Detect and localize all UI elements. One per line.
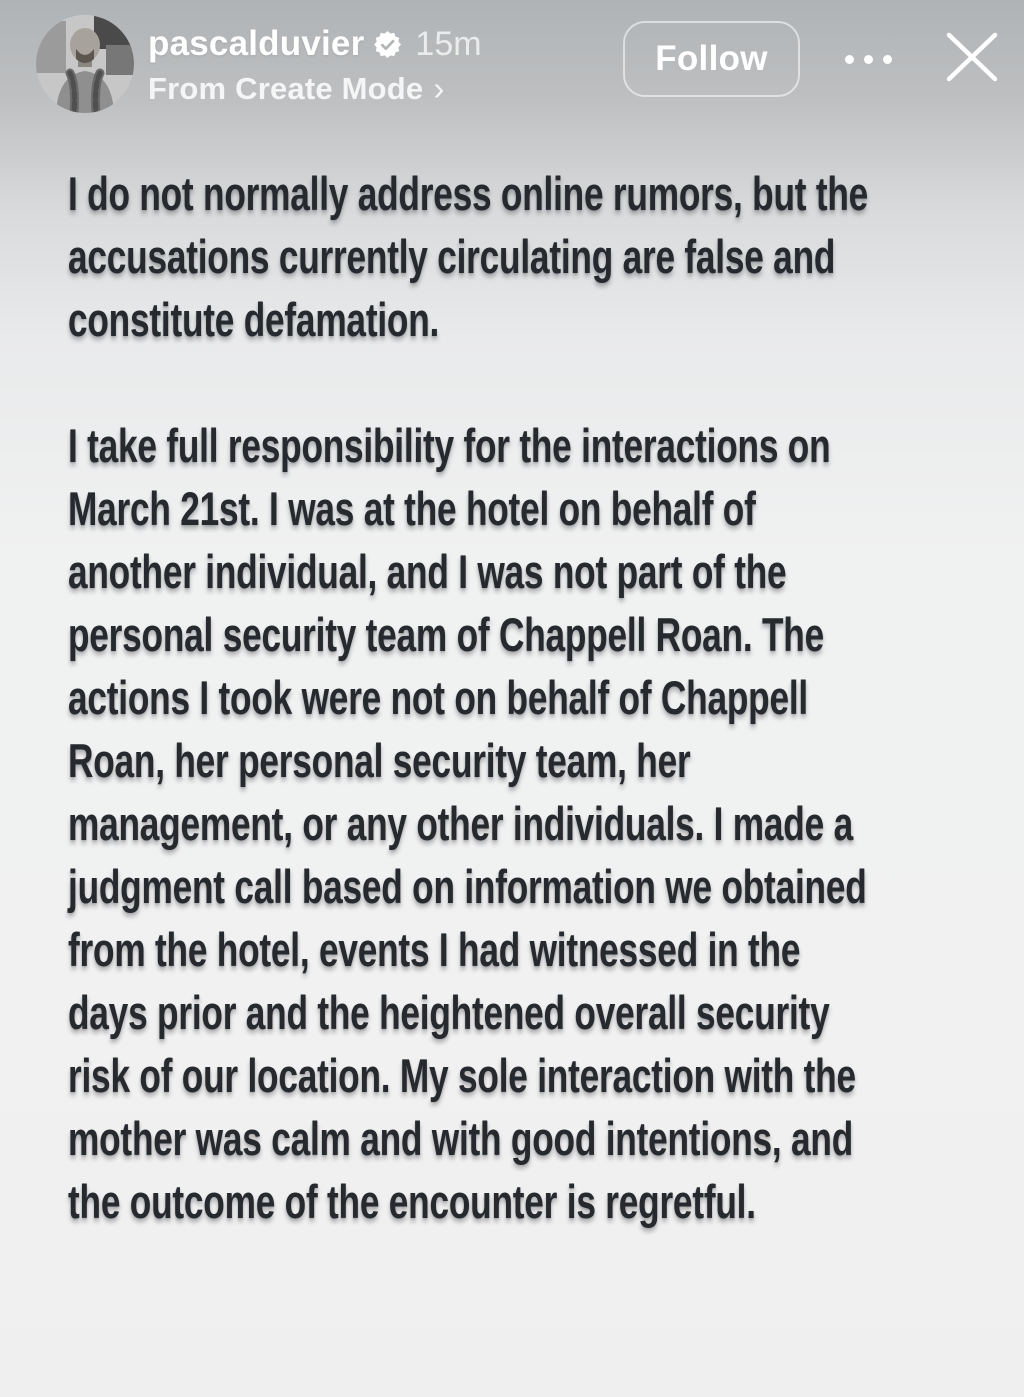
follow-button[interactable]: Follow xyxy=(623,21,800,97)
avatar-photo xyxy=(36,15,134,113)
chevron-right-icon: › xyxy=(433,70,445,107)
statement-line: another individual, and I was not part of the xyxy=(68,545,787,598)
dot xyxy=(883,55,892,64)
statement-paragraph xyxy=(68,162,1024,351)
statement-line: actions I took were not on behalf of Chappell xyxy=(68,671,808,724)
username-row xyxy=(148,24,482,64)
avatar[interactable] xyxy=(36,15,134,113)
statement-line: constitute defamation. xyxy=(68,293,440,346)
story-header xyxy=(0,0,1024,135)
statement-line: mother was calm and with good intentions, and xyxy=(68,1112,854,1165)
statement-line: Roan, her personal security team, her xyxy=(68,734,691,787)
statement-line: I take full responsibility for the interactions on xyxy=(68,419,831,472)
statement-line: the outcome of the encounter is regretful. xyxy=(68,1175,756,1228)
dot xyxy=(845,55,854,64)
statement-line: risk of our location. My sole interaction with the xyxy=(68,1049,856,1102)
statement-line: I do not normally address online rumors, but the xyxy=(68,167,869,220)
statement-line: accusations currently circulating are false and xyxy=(68,230,836,283)
dot xyxy=(864,55,873,64)
more-options-icon[interactable] xyxy=(845,53,892,65)
statement-line: judgment call based on information we obtained xyxy=(68,860,867,913)
create-mode-label: From Create Mode xyxy=(148,71,424,106)
statement-text xyxy=(68,162,1024,1233)
statement-line: days prior and the heightened overall security xyxy=(68,986,830,1039)
statement-paragraph xyxy=(68,414,1024,1233)
statement-line: from the hotel, events I had witnessed in the xyxy=(68,923,801,976)
verified-badge-icon xyxy=(374,31,401,58)
close-icon[interactable] xyxy=(944,31,1000,83)
statement-line: personal security team of Chappell Roan. The xyxy=(68,608,824,661)
create-mode-link[interactable] xyxy=(148,71,482,107)
header-info xyxy=(148,24,482,107)
username[interactable]: pascalduvier xyxy=(148,24,365,63)
statement-line: management, or any other individuals. I made a xyxy=(68,797,853,850)
statement-line: March 21st. I was at the hotel on behalf of xyxy=(68,482,756,535)
story-timestamp: 15m xyxy=(415,24,482,63)
